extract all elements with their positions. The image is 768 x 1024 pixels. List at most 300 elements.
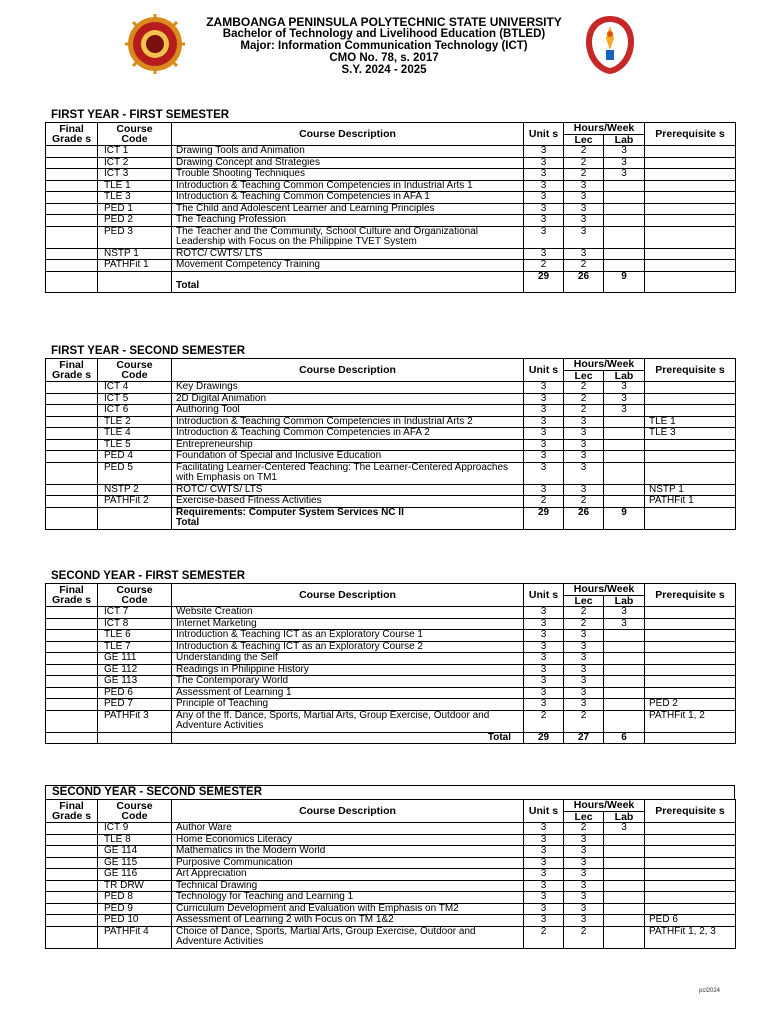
table-row — [46, 382, 736, 394]
col-units: Unit s — [524, 123, 564, 146]
table-row — [46, 248, 736, 260]
course-code: GE 116 — [98, 869, 172, 881]
table-row — [46, 462, 736, 484]
course-code: ICT 1 — [98, 146, 172, 158]
units-cell: 3 — [524, 618, 564, 630]
col-lab: Lab — [604, 595, 645, 607]
col-course-code: Course Code — [98, 359, 172, 382]
course-description: Foundation of Special and Inclusive Education — [172, 451, 524, 463]
total-lab: 9 — [604, 271, 645, 292]
grade-cell — [46, 846, 98, 858]
lab-cell — [604, 653, 645, 665]
total-label: Requirements: Computer System Services NC II Total — [172, 507, 524, 529]
school-year: S.Y. 2024 - 2025 — [341, 64, 427, 76]
col-units: Unit s — [524, 800, 564, 823]
lec-cell: 3 — [564, 428, 604, 440]
units-cell: 3 — [524, 416, 564, 428]
lab-cell — [604, 215, 645, 227]
units-cell: 2 — [524, 926, 564, 948]
col-units: Unit s — [524, 359, 564, 382]
units-cell: 3 — [524, 451, 564, 463]
prereq-cell: PATHFit 1 — [645, 496, 736, 508]
course-description: Movement Competency Training — [172, 260, 524, 272]
lab-cell — [604, 180, 645, 192]
lab-cell — [604, 846, 645, 858]
course-code: GE 111 — [98, 653, 172, 665]
grade-cell — [46, 926, 98, 948]
table-row — [46, 393, 736, 405]
lec-cell: 2 — [564, 405, 604, 417]
col-course-description: Course Description — [172, 359, 524, 382]
col-lec: Lec — [564, 134, 604, 146]
requirements-text: Requirements: Computer System Services NC II — [176, 506, 404, 518]
course-description: Introduction & Teaching Common Competencies in Industrial Arts 1 — [172, 180, 524, 192]
prereq-cell — [645, 393, 736, 405]
prereq-cell — [645, 892, 736, 904]
table-row — [46, 428, 736, 440]
grade-cell — [46, 630, 98, 642]
units-cell: 3 — [524, 405, 564, 417]
code-cell — [98, 271, 172, 292]
course-description: Curriculum Development and Evaluation with Emphasis on TM2 — [172, 903, 524, 915]
lab-cell — [604, 926, 645, 948]
prereq-cell — [645, 732, 736, 744]
course-code: ICT 4 — [98, 382, 172, 394]
lec-cell: 2 — [564, 496, 604, 508]
prereq-cell — [645, 382, 736, 394]
course-code: TLE 5 — [98, 439, 172, 451]
course-description: Drawing Concept and Strategies — [172, 157, 524, 169]
prereq-cell — [645, 869, 736, 881]
lab-cell — [604, 869, 645, 881]
table-row — [46, 439, 736, 451]
lab-cell — [604, 903, 645, 915]
units-cell: 3 — [524, 880, 564, 892]
cmo-number: CMO No. 78, s. 2017 — [329, 52, 439, 64]
grade-cell — [46, 496, 98, 508]
lec-cell: 3 — [564, 630, 604, 642]
lec-cell: 3 — [564, 664, 604, 676]
units-cell: 3 — [524, 664, 564, 676]
units-cell: 3 — [524, 607, 564, 619]
lec-cell: 2 — [564, 260, 604, 272]
total-lec: 26 — [564, 507, 604, 529]
lab-cell — [604, 484, 645, 496]
course-description: Principle of Teaching — [172, 699, 524, 711]
col-lec: Lec — [564, 595, 604, 607]
course-code: NSTP 2 — [98, 484, 172, 496]
lec-cell: 2 — [564, 823, 604, 835]
semester-section — [45, 345, 735, 530]
course-description: Understanding the Self — [172, 653, 524, 665]
lec-cell: 3 — [564, 180, 604, 192]
col-course-description: Course Description — [172, 123, 524, 146]
lab-cell — [604, 416, 645, 428]
lec-cell: 3 — [564, 641, 604, 653]
lab-cell: 3 — [604, 157, 645, 169]
course-description: Purposive Communication — [172, 857, 524, 869]
semester-section — [45, 570, 735, 744]
prereq-cell — [645, 903, 736, 915]
course-description: Introduction & Teaching Common Competencies in AFA 2 — [172, 428, 524, 440]
table-row — [46, 641, 736, 653]
course-description: ROTC/ CWTS/ LTS — [172, 484, 524, 496]
table-row — [46, 892, 736, 904]
lec-cell: 3 — [564, 892, 604, 904]
grade-cell — [46, 869, 98, 881]
prereq-cell — [645, 192, 736, 204]
course-code: PED 8 — [98, 892, 172, 904]
col-final-grades: Final Grade s — [46, 359, 98, 382]
table-row — [46, 180, 736, 192]
lec-cell: 3 — [564, 676, 604, 688]
lab-cell: 3 — [604, 607, 645, 619]
lab-cell: 3 — [604, 618, 645, 630]
lab-cell — [604, 892, 645, 904]
course-description: The Child and Adolescent Learner and Learning Principles — [172, 203, 524, 215]
lab-cell — [604, 451, 645, 463]
table-row — [46, 926, 736, 948]
lab-cell: 3 — [604, 169, 645, 181]
course-description: Any of the ff. Dance, Sports, Martial Arts, Group Exercise, Outdoor and Adventure Activities — [172, 710, 524, 732]
course-description: ROTC/ CWTS/ LTS — [172, 248, 524, 260]
header-row — [46, 800, 736, 812]
lab-cell — [604, 687, 645, 699]
table-row — [46, 630, 736, 642]
course-code: PED 3 — [98, 226, 172, 248]
course-table — [45, 358, 736, 530]
course-code: ICT 2 — [98, 157, 172, 169]
grade-cell — [46, 248, 98, 260]
course-description: Introduction & Teaching ICT as an Exploratory Course 2 — [172, 641, 524, 653]
course-description: The Teaching Profession — [172, 215, 524, 227]
course-code: PED 4 — [98, 451, 172, 463]
lec-cell: 3 — [564, 687, 604, 699]
course-code: ICT 6 — [98, 405, 172, 417]
grade-cell — [46, 653, 98, 665]
lec-cell: 3 — [564, 203, 604, 215]
table-row — [46, 260, 736, 272]
lab-cell: 3 — [604, 405, 645, 417]
course-description: Drawing Tools and Animation — [172, 146, 524, 158]
lab-cell: 3 — [604, 382, 645, 394]
units-cell: 3 — [524, 248, 564, 260]
units-cell: 3 — [524, 892, 564, 904]
footer-code: pcl2024 — [699, 988, 721, 994]
course-description: Home Economics Literacy — [172, 834, 524, 846]
course-code: GE 115 — [98, 857, 172, 869]
col-final-grades: Final Grade s — [46, 584, 98, 607]
prereq-cell: PED 6 — [645, 915, 736, 927]
semester-title: SECOND YEAR - FIRST SEMESTER — [51, 570, 246, 582]
lab-cell: 3 — [604, 393, 645, 405]
prereq-cell — [645, 215, 736, 227]
lab-cell: 3 — [604, 823, 645, 835]
grade-cell — [46, 823, 98, 835]
prereq-cell — [645, 157, 736, 169]
course-table — [45, 583, 736, 744]
lab-cell — [604, 676, 645, 688]
prereq-cell — [645, 834, 736, 846]
col-prerequisites: Prerequisite s — [645, 123, 736, 146]
prereq-cell — [645, 248, 736, 260]
units-cell: 3 — [524, 146, 564, 158]
lec-cell: 2 — [564, 607, 604, 619]
semester-title: FIRST YEAR - SECOND SEMESTER — [51, 345, 246, 357]
course-code: TLE 7 — [98, 641, 172, 653]
col-final-grades: Final Grade s — [46, 800, 98, 823]
prereq-cell — [645, 857, 736, 869]
grade-cell — [46, 180, 98, 192]
course-code: PED 10 — [98, 915, 172, 927]
prereq-cell — [645, 607, 736, 619]
units-cell: 3 — [524, 834, 564, 846]
prereq-cell — [645, 630, 736, 642]
university-name: ZAMBOANGA PENINSULA POLYTECHNIC STATE UNIVERSITY — [206, 15, 562, 29]
lab-cell — [604, 248, 645, 260]
units-cell: 3 — [524, 428, 564, 440]
table-row — [46, 664, 736, 676]
table-row — [46, 618, 736, 630]
grade-cell — [46, 834, 98, 846]
course-code: ICT 9 — [98, 823, 172, 835]
lec-cell: 3 — [564, 903, 604, 915]
grade-cell — [46, 226, 98, 248]
document-header — [0, 16, 768, 76]
grade-cell — [46, 699, 98, 711]
table-row — [46, 869, 736, 881]
units-cell: 3 — [524, 203, 564, 215]
course-code: TR DRW — [98, 880, 172, 892]
col-course-description: Course Description — [172, 800, 524, 823]
lab-cell — [604, 710, 645, 732]
units-cell: 3 — [524, 192, 564, 204]
prereq-cell — [645, 664, 736, 676]
prereq-cell — [645, 271, 736, 292]
grade-cell — [46, 439, 98, 451]
semester-section — [45, 785, 735, 949]
course-code: TLE 6 — [98, 630, 172, 642]
prereq-cell — [645, 846, 736, 858]
lec-cell: 2 — [564, 926, 604, 948]
grade-cell — [46, 393, 98, 405]
lec-cell: 3 — [564, 248, 604, 260]
grade-cell — [46, 405, 98, 417]
table-row — [46, 915, 736, 927]
course-description: Exercise-based Fitness Activities — [172, 496, 524, 508]
course-code: PED 6 — [98, 687, 172, 699]
col-lec: Lec — [564, 811, 604, 823]
grade-cell — [46, 484, 98, 496]
prereq-cell: NSTP 1 — [645, 484, 736, 496]
prereq-cell — [645, 260, 736, 272]
units-cell: 3 — [524, 687, 564, 699]
grade-cell — [46, 857, 98, 869]
prereq-cell — [645, 823, 736, 835]
table-row — [46, 687, 736, 699]
col-units: Unit s — [524, 584, 564, 607]
code-cell — [98, 732, 172, 744]
grade-cell — [46, 428, 98, 440]
lab-cell — [604, 857, 645, 869]
grade-cell — [46, 215, 98, 227]
grade-cell — [46, 192, 98, 204]
grade-cell — [46, 451, 98, 463]
course-description: Entrepreneurship — [172, 439, 524, 451]
lec-cell: 3 — [564, 653, 604, 665]
lec-cell: 3 — [564, 846, 604, 858]
table-row — [46, 215, 736, 227]
prereq-cell — [645, 169, 736, 181]
lec-cell: 2 — [564, 710, 604, 732]
lec-cell: 2 — [564, 393, 604, 405]
col-prerequisites: Prerequisite s — [645, 800, 736, 823]
course-code: NSTP 1 — [98, 248, 172, 260]
course-description: The Contemporary World — [172, 676, 524, 688]
lec-cell: 2 — [564, 169, 604, 181]
units-cell: 3 — [524, 699, 564, 711]
semester-title: SECOND YEAR - SECOND SEMESTER — [45, 785, 735, 799]
grade-cell — [46, 710, 98, 732]
prereq-cell — [645, 507, 736, 529]
grade-cell — [46, 146, 98, 158]
units-cell: 3 — [524, 915, 564, 927]
prereq-cell — [645, 687, 736, 699]
total-label: Total — [172, 271, 524, 292]
lab-cell — [604, 630, 645, 642]
course-table — [45, 122, 736, 293]
units-cell: 3 — [524, 630, 564, 642]
course-description: Mathematics in the Modern World — [172, 846, 524, 858]
total-row — [46, 271, 736, 292]
course-code: GE 114 — [98, 846, 172, 858]
col-hours-week: Hours/Week — [564, 584, 645, 596]
units-cell: 3 — [524, 157, 564, 169]
lec-cell: 2 — [564, 382, 604, 394]
prereq-cell — [645, 462, 736, 484]
lec-cell: 3 — [564, 869, 604, 881]
course-description: Facilitating Learner-Centered Teaching: The Learner-Centered Approaches with Emphasis on TM1 — [172, 462, 524, 484]
course-description: Art Appreciation — [172, 869, 524, 881]
course-description: Introduction & Teaching ICT as an Exploratory Course 1 — [172, 630, 524, 642]
course-description: Authoring Tool — [172, 405, 524, 417]
lec-cell: 3 — [564, 484, 604, 496]
col-hours-week: Hours/Week — [564, 123, 645, 135]
lec-cell: 3 — [564, 416, 604, 428]
table-row — [46, 846, 736, 858]
course-description: Author Ware — [172, 823, 524, 835]
course-description: Key Drawings — [172, 382, 524, 394]
lec-cell: 3 — [564, 834, 604, 846]
units-cell: 3 — [524, 857, 564, 869]
lec-cell: 2 — [564, 618, 604, 630]
table-row — [46, 834, 736, 846]
lab-cell — [604, 203, 645, 215]
units-cell: 3 — [524, 823, 564, 835]
grade-cell — [46, 915, 98, 927]
prereq-cell: PED 2 — [645, 699, 736, 711]
grade-cell — [46, 462, 98, 484]
total-lec: 26 — [564, 271, 604, 292]
units-cell: 3 — [524, 462, 564, 484]
header-row — [46, 359, 736, 371]
course-description: 2D Digital Animation — [172, 393, 524, 405]
table-row — [46, 607, 736, 619]
course-code: PED 1 — [98, 203, 172, 215]
units-cell: 3 — [524, 226, 564, 248]
course-code: PATHFit 2 — [98, 496, 172, 508]
course-code: PATHFit 4 — [98, 926, 172, 948]
prereq-cell: PATHFit 1, 2 — [645, 710, 736, 732]
grade-cell — [46, 157, 98, 169]
grade-cell — [46, 903, 98, 915]
col-hours-week: Hours/Week — [564, 800, 645, 812]
table-row — [46, 192, 736, 204]
total-units: 29 — [524, 732, 564, 744]
grade-cell — [46, 260, 98, 272]
col-lab: Lab — [604, 134, 645, 146]
units-cell: 3 — [524, 393, 564, 405]
course-description: Assessment of Learning 1 — [172, 687, 524, 699]
col-lab: Lab — [604, 811, 645, 823]
total-units: 29 — [524, 507, 564, 529]
course-description: Assessment of Learning 2 with Focus on TM 1&2 — [172, 915, 524, 927]
lab-cell — [604, 699, 645, 711]
course-code: PED 2 — [98, 215, 172, 227]
grade-cell — [46, 892, 98, 904]
lec-cell: 3 — [564, 857, 604, 869]
units-cell: 2 — [524, 496, 564, 508]
course-table — [45, 799, 736, 949]
table-row — [46, 857, 736, 869]
lab-cell — [604, 664, 645, 676]
prereq-cell — [645, 641, 736, 653]
col-course-code: Course Code — [98, 123, 172, 146]
lec-cell: 2 — [564, 146, 604, 158]
col-prerequisites: Prerequisite s — [645, 584, 736, 607]
lec-cell: 2 — [564, 157, 604, 169]
grade-cell — [46, 416, 98, 428]
lab-cell: 3 — [604, 146, 645, 158]
prereq-cell — [645, 676, 736, 688]
course-description: Introduction & Teaching Common Competencies in Industrial Arts 2 — [172, 416, 524, 428]
table-row — [46, 451, 736, 463]
course-code: PATHFit 3 — [98, 710, 172, 732]
prereq-cell — [645, 439, 736, 451]
course-code: ICT 3 — [98, 169, 172, 181]
table-row — [46, 823, 736, 835]
col-prerequisites: Prerequisite s — [645, 359, 736, 382]
grade-cell — [46, 618, 98, 630]
lab-cell — [604, 192, 645, 204]
units-cell: 3 — [524, 215, 564, 227]
units-cell: 3 — [524, 846, 564, 858]
course-code: PED 5 — [98, 462, 172, 484]
table-row — [46, 710, 736, 732]
col-course-description: Course Description — [172, 584, 524, 607]
table-row — [46, 903, 736, 915]
table-row — [46, 169, 736, 181]
prereq-cell — [645, 405, 736, 417]
lec-cell: 3 — [564, 699, 604, 711]
course-description: Choice of Dance, Sports, Martial Arts, Group Exercise, Outdoor and Adventure Activities — [172, 926, 524, 948]
prereq-cell: TLE 1 — [645, 416, 736, 428]
col-course-code: Course Code — [98, 800, 172, 823]
prereq-cell: PATHFit 1, 2, 3 — [645, 926, 736, 948]
prereq-cell — [645, 451, 736, 463]
grade-cell — [46, 382, 98, 394]
table-row — [46, 226, 736, 248]
